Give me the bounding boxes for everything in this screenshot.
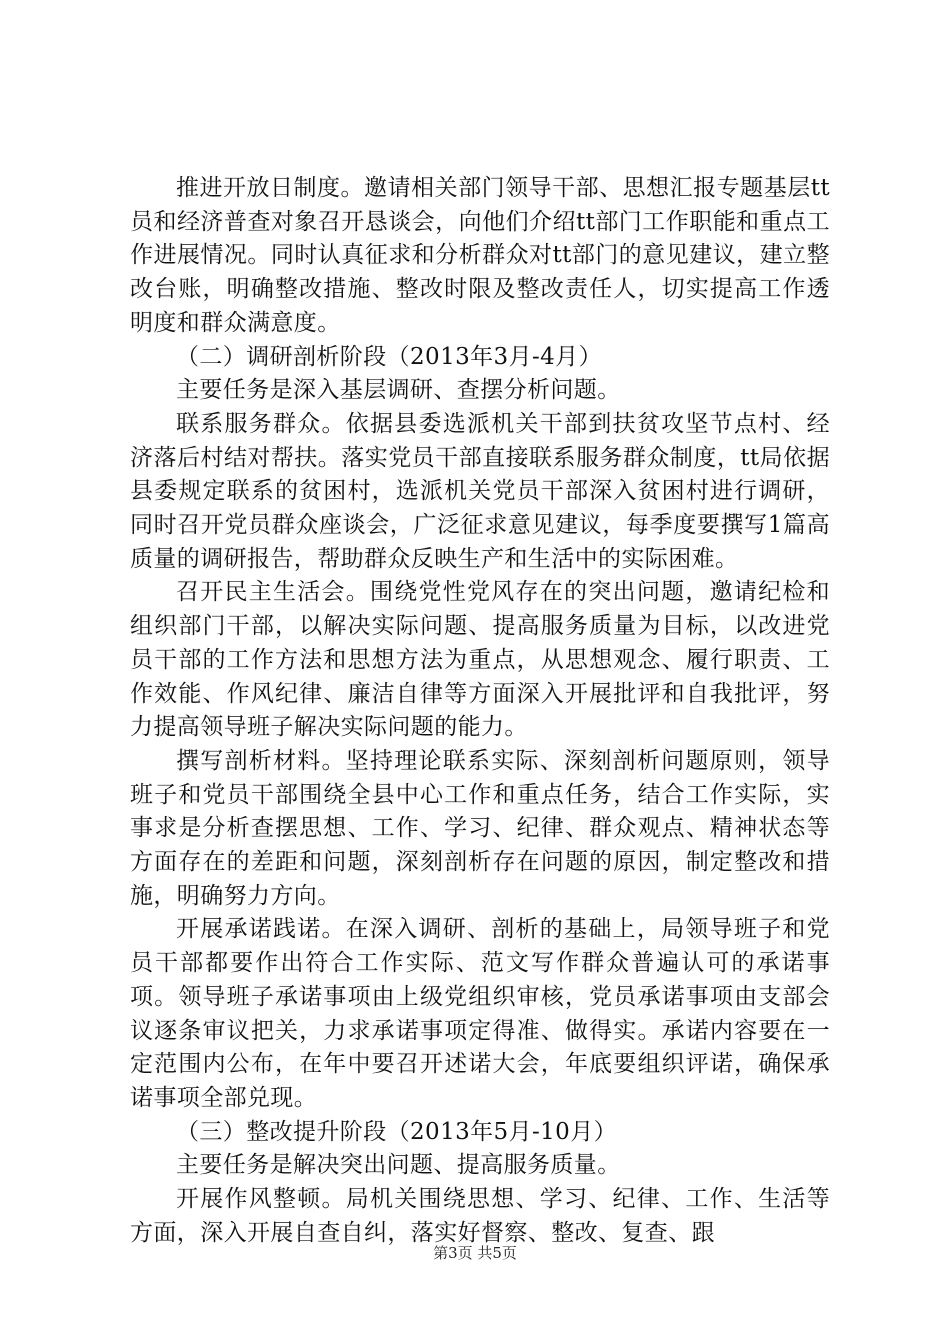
paragraph-commitments: 开展承诺践诺。在深入调研、剖析的基础上，局领导班子和党员干部都要作出符合工作实际、范文写作群众普遍认可的承诺事项。领导班子承诺事项由上级党组织审核，党员承诺事项由支部会议逐条审议把关，力求承诺事项定得准、做得实。承诺内容要在一定范围内公布，在年中要召开述诺大会，年底要组织评诺，确保承诺事项全部兑现。: [130, 916, 830, 1111]
paragraph-contact-masses: 联系服务群众。依据县委选派机关干部到扶贫攻坚节点村、经济落后村结对帮扶。落实党员干部直接联系服务群众制度，tt局依据县委规定联系的贫困村，选派机关党员干部深入贫困村进行调研，同时召开党员群众座谈会，广泛征求意见建议，每季度要撰写1篇高质量的调研报告，帮助群众反映生产和生活中的实际困难。: [130, 410, 830, 572]
paragraph-style-rectification: 开展作风整顿。局机关围绕思想、学习、纪律、工作、生活等方面，深入开展自查自纠，落实好督察、整改、复查、跟: [130, 1186, 830, 1246]
section-heading-rectification: （三）整改提升阶段（2013年5月-10月）: [176, 1118, 618, 1145]
paragraph-analysis-materials: 撰写剖析材料。坚持理论联系实际、深刻剖析问题原则，领导班子和党员干部围绕全县中心工作和重点任务，结合工作实际，实事求是分析查摆思想、工作、学习、纪律、群众观点、精神状态等方面存在的差距和问题，深刻剖析存在问题的原因，制定整改和措施，明确努力方向。: [130, 747, 830, 909]
page-footer: 第3页 共5页: [433, 1244, 517, 1262]
paragraph-democratic-meeting: 召开民主生活会。围绕党性党风存在的突出问题，邀请纪检和组织部门干部，以解决实际问题、提高服务质量为目标，以改进党员干部的工作方法和思想方法为重点，从思想观念、履行职责、工作效能、作风纪律、廉洁自律等方面深入开展批评和自我批评，努力提高领导班子解决实际问题的能力。: [130, 579, 830, 741]
section-heading-research: （二）调研剖析阶段（2013年3月-4月）: [176, 343, 602, 370]
document-body: [130, 172, 830, 1251]
paragraph-open-day: 推进开放日制度。邀请相关部门领导干部、思想汇报专题基层tt员和经济普查对象召开恳谈会，向他们介绍tt部门工作职能和重点工作进展情况。同时认真征求和分析群众对tt部门的意见建议，建立整改台账，明确整改措施、整改时限及整改责任人，切实提高工作透明度和群众满意度。: [130, 175, 830, 336]
paragraph-rectification-task: 主要任务是解决突出问题、提高服务质量。: [176, 1152, 621, 1179]
paragraph-research-task: 主要任务是深入基层调研、查摆分析问题。: [176, 377, 621, 404]
